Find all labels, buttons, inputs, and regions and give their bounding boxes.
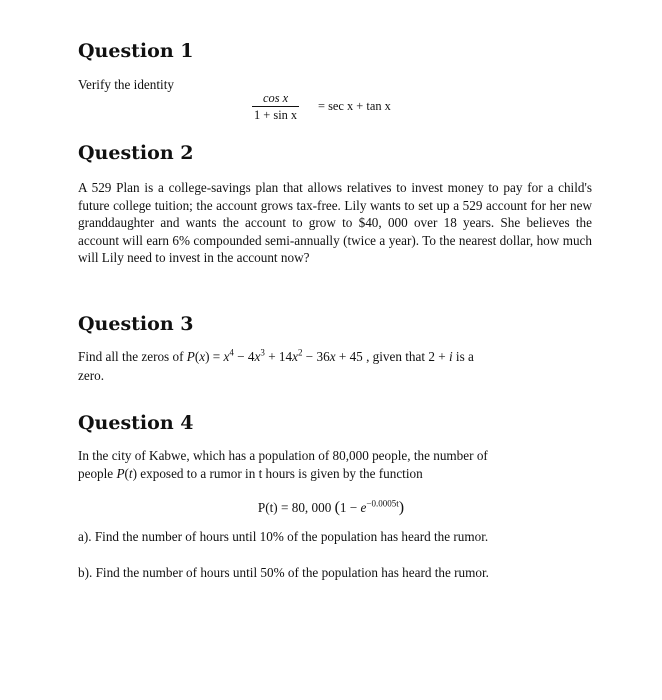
question-3-line-2: zero. [78, 368, 104, 383]
identity-rhs: = sec x + tan x [318, 99, 391, 113]
question-3-line-1: Find all the zeros of $P(x) = x^4 - 4x^3 + 14x^2 - 36x + 45$ , given that 2 + i is a [78, 347, 474, 364]
question-1-intro: Verify the identity [78, 77, 174, 92]
question-4-part-a: a). Find the number of hours until 10% of the population has heard the rumor. [78, 529, 489, 544]
question-2-title: Question 2 [78, 142, 194, 164]
question-3-title: Question 3 [78, 313, 194, 335]
question-4-part-b: b). Find the number of hours until 50% of the population has heard the rumor. [78, 565, 489, 580]
fraction-denominator: 1 + sin x [254, 108, 298, 122]
rumor-equation: P(t) = 80, 000 $(1 - e^{-0.0005t})$ [257, 498, 405, 516]
question-1-title: Question 1 [78, 40, 194, 62]
question-2-body: A 529 Plan is a college-savings plan that allows relatives to invest money to pay for a child's future college tuition; the account grows tax-free. Lily wants to set up a 529 account for her new granddaughter and wants the account to grow to $40, 000 over 18 years. She believes the account will earn 6% compounded semi-annually (twice a year). To the nearest dollar, how much will Lily need to invest in the account now? [78, 180, 592, 266]
fraction-numerator: cos x [263, 91, 289, 105]
identity-fraction [252, 90, 299, 123]
question-4-line-1: In the city of Kabwe, which has a population of 80,000 people, the number of [78, 448, 488, 463]
question-4-title: Question 4 [78, 412, 194, 434]
question-4-line-2: people P(t) exposed to a rumor in t hours is given by the function [78, 466, 423, 481]
